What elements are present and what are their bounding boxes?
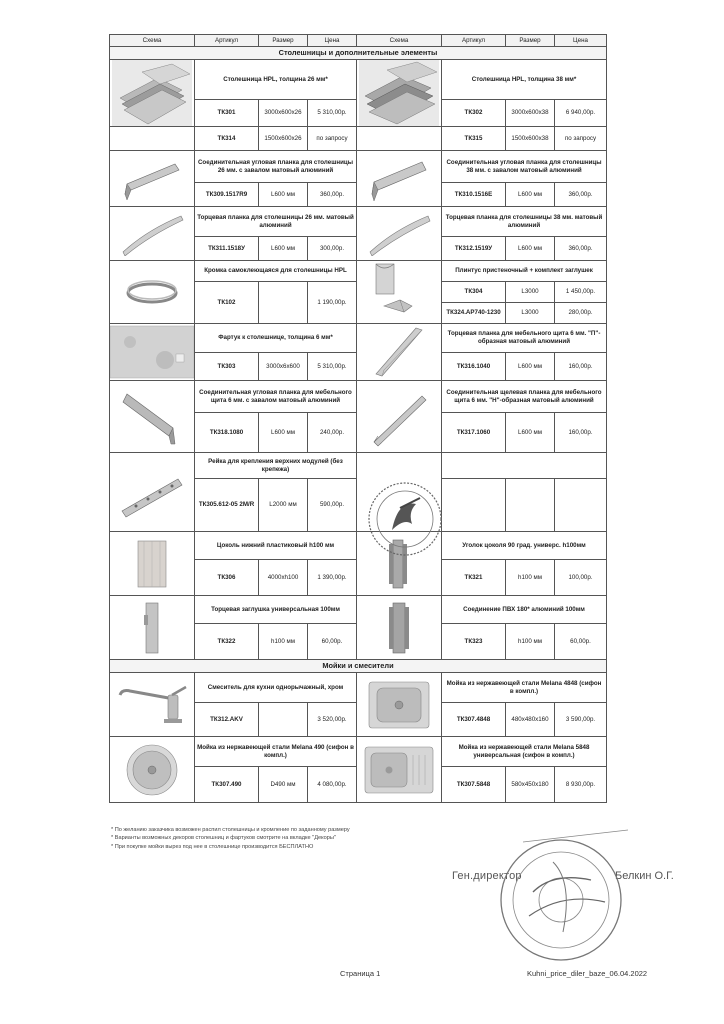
product-description: Соединительная угловая планка для столешницы 38 мм. с завалом матовый алюминий bbox=[442, 151, 607, 183]
article-code: ТК312.1519У bbox=[442, 237, 506, 261]
size-value: L600 мм bbox=[506, 237, 555, 261]
article-code: ТК317.1060 bbox=[442, 413, 506, 453]
panel-corner-strip-image bbox=[110, 381, 195, 453]
article-code: ТК301 bbox=[195, 99, 259, 126]
end-cap-image bbox=[110, 596, 195, 660]
size-value: L2000 мм bbox=[259, 479, 308, 532]
h-strip-image bbox=[357, 381, 442, 453]
price-value: по запросу bbox=[555, 127, 607, 151]
article-code: ТК307.4848 bbox=[442, 703, 506, 737]
footnote: * По желанию заказчика возможен распил столешницы и кромление по заданному размеру bbox=[111, 827, 350, 833]
footnotes bbox=[111, 826, 350, 851]
product-description: Уголок цоколя 90 град. универс. h100мм bbox=[442, 532, 607, 560]
product-description: Фартук к столешнице, толщина 6 мм* bbox=[195, 324, 357, 353]
article-code: ТК322 bbox=[195, 624, 259, 660]
size-value bbox=[259, 282, 308, 324]
price-value: 1 450,00р. bbox=[555, 282, 607, 303]
sink-490-image bbox=[110, 737, 195, 803]
plinth-image bbox=[357, 261, 442, 324]
product-description: Торцевая планка для мебельного щита 6 мм. "П"-образная матовый алюминий bbox=[442, 324, 607, 353]
col-header-price: Цена bbox=[555, 35, 607, 47]
price-value: 1 390,00р. bbox=[308, 560, 357, 596]
size-value: 4000хh100 bbox=[259, 560, 308, 596]
col-header-scheme: Схема bbox=[357, 35, 442, 47]
product-description: Плинтус пристеночный + комплект заглушек bbox=[442, 261, 607, 282]
size-value: L600 мм bbox=[259, 237, 308, 261]
signatory-title: Ген.директор bbox=[452, 870, 522, 882]
company-stamp-icon bbox=[493, 822, 633, 977]
product-description: Кромка самоклеющаяся для столешницы HPL bbox=[195, 261, 357, 282]
price-value: 8 930,00р. bbox=[555, 767, 607, 803]
product-description: Соединительная угловая планка для столешницы 26 мм. с завалом матовый алюминий bbox=[195, 151, 357, 183]
product-description: Рейка для крепления верхних модулей (без крепежа) bbox=[195, 453, 357, 479]
corner-strip-38-image bbox=[357, 151, 442, 207]
sink-5848-image bbox=[357, 737, 442, 803]
size-value: L3000 bbox=[506, 303, 555, 324]
article-code: ТК307.5848 bbox=[442, 767, 506, 803]
corner-strip-26-image bbox=[110, 151, 195, 207]
article-code: ТК309.1517R9 bbox=[195, 183, 259, 207]
price-value: 160,00р. bbox=[555, 352, 607, 381]
price-value: 5 310,00р. bbox=[308, 99, 357, 126]
size-value: 580х450х180 bbox=[506, 767, 555, 803]
product-description: Мойка из нержавеющей стали Melana 5848 универсальная (сифон в компл.) bbox=[442, 737, 607, 767]
size-value: 480х480х160 bbox=[506, 703, 555, 737]
col-header-scheme: Схема bbox=[110, 35, 195, 47]
size-value: L600 мм bbox=[259, 413, 308, 453]
mounting-rail-image bbox=[110, 453, 195, 532]
article-code: ТК306 bbox=[195, 560, 259, 596]
size-value: L3000 bbox=[506, 282, 555, 303]
size-value: 3000х600х26 bbox=[259, 99, 308, 126]
size-value: 1500х600х38 bbox=[506, 127, 555, 151]
product-description: Соединительная угловая планка для мебельного щита 6 мм. с завалом матовый алюминий bbox=[195, 381, 357, 413]
article-code: ТК323 bbox=[442, 624, 506, 660]
product-description: Цоколь нижний пластиковый h100 мм bbox=[195, 532, 357, 560]
product-description: Торцевая заглушка универсальная 100мм bbox=[195, 596, 357, 624]
pvc-connector-image bbox=[357, 596, 442, 660]
article-code: ТК305.612-05 2M/R bbox=[195, 479, 259, 532]
footnote: * При покупке мойки вырез под нее в столешнице производится БЕСПЛАТНО bbox=[111, 843, 314, 850]
article-code: ТК304 bbox=[442, 282, 506, 303]
size-value: 3000х600х38 bbox=[506, 99, 555, 126]
price-value: 590,00р. bbox=[308, 479, 357, 532]
price-table bbox=[109, 34, 607, 803]
countertop-38-image bbox=[357, 60, 442, 127]
faucet-image bbox=[110, 673, 195, 737]
price-value: 60,00р. bbox=[308, 624, 357, 660]
size-value: L600 мм bbox=[506, 183, 555, 207]
price-value: 360,00р. bbox=[555, 183, 607, 207]
p-strip-image bbox=[357, 324, 442, 381]
product-description: Смеситель для кухни однорычажный, хром bbox=[195, 673, 357, 703]
price-value: 100,00р. bbox=[555, 560, 607, 596]
price-value: 160,00р. bbox=[555, 413, 607, 453]
product-description: Соединение ПВХ 180* алюминий 100мм bbox=[442, 596, 607, 624]
article-code: ТК302 bbox=[442, 99, 506, 126]
article-code: ТК311.1518У bbox=[195, 237, 259, 261]
article-code: ТК102 bbox=[195, 282, 259, 324]
size-value: L600 мм bbox=[506, 352, 555, 381]
price-value: 280,00р. bbox=[555, 303, 607, 324]
article-code: ТК312.AKV bbox=[195, 703, 259, 737]
price-value: 60,00р. bbox=[555, 624, 607, 660]
plinth-panel-image bbox=[110, 532, 195, 596]
article-code: ТК324.АР740-1230 bbox=[442, 303, 506, 324]
size-value bbox=[259, 703, 308, 737]
size-value: h100 мм bbox=[259, 624, 308, 660]
product-description: Столешница HPL, толщина 26 мм* bbox=[195, 60, 357, 100]
price-value: 1 190,00р. bbox=[308, 282, 357, 324]
product-description: Торцевая планка для столешницы 26 мм. матовый алюминий bbox=[195, 207, 357, 237]
section-title: Мойки и смесители bbox=[110, 660, 607, 673]
article-code: ТК310.1516E bbox=[442, 183, 506, 207]
article-code: ТК316.1040 bbox=[442, 352, 506, 381]
product-description: Торцевая планка для столешницы 38 мм. матовый алюминий bbox=[442, 207, 607, 237]
signatory-name: Белкин О.Г. bbox=[615, 870, 674, 882]
col-header-size: Размер bbox=[506, 35, 555, 47]
product-description: Соединительная щелевая планка для мебельного щита 6 мм. "Н"-образная матовый алюминий bbox=[442, 381, 607, 413]
size-value: D490 мм bbox=[259, 767, 308, 803]
col-header-article: Артикул bbox=[195, 35, 259, 47]
edge-band-image bbox=[110, 261, 195, 324]
price-value: 240,00р. bbox=[308, 413, 357, 453]
header-row bbox=[110, 35, 607, 47]
article-code: ТК321 bbox=[442, 560, 506, 596]
article-code: ТК314 bbox=[195, 127, 259, 151]
size-value: L600 мм bbox=[259, 183, 308, 207]
sink-4848-image bbox=[357, 673, 442, 737]
watermark-seal-icon bbox=[364, 478, 446, 565]
price-value: 6 940,00р. bbox=[555, 99, 607, 126]
product-description: Мойка из нержавеющей стали Melana 4848 (сифон в компл.) bbox=[442, 673, 607, 703]
size-value: h100 мм bbox=[506, 624, 555, 660]
footnote: * Варианты возможных декоров столешниц и фартуков смотрите на вкладке "Декоры" bbox=[111, 835, 336, 842]
article-code: ТК303 bbox=[195, 352, 259, 381]
article-code: ТК315 bbox=[442, 127, 506, 151]
col-header-article: Артикул bbox=[442, 35, 506, 47]
size-value: 1500х600х26 bbox=[259, 127, 308, 151]
end-strip-38-image bbox=[357, 207, 442, 261]
page-number: Страница 1 bbox=[340, 969, 381, 978]
price-value: 300,00р. bbox=[308, 237, 357, 261]
size-value: 3000х6х600 bbox=[259, 352, 308, 381]
price-value: 3 590,00р. bbox=[555, 703, 607, 737]
col-header-price: Цена bbox=[308, 35, 357, 47]
article-code: ТК307.490 bbox=[195, 767, 259, 803]
size-value: L600 мм bbox=[506, 413, 555, 453]
file-name: Kuhni_price_diler_baze_06.04.2022 bbox=[527, 969, 648, 978]
empty-description bbox=[442, 453, 607, 479]
price-value: 4 080,00р. bbox=[308, 767, 357, 803]
product-description: Мойка из нержавеющей стали Melana 490 (сифон в компл.) bbox=[195, 737, 357, 767]
section-title: Столешницы и дополнительные элементы bbox=[110, 47, 607, 60]
price-value: по запросу bbox=[308, 127, 357, 151]
col-header-size: Размер bbox=[259, 35, 308, 47]
price-value: 5 310,00р. bbox=[308, 352, 357, 381]
backsplash-image bbox=[110, 324, 195, 381]
end-strip-26-image bbox=[110, 207, 195, 261]
price-value: 3 520,00р. bbox=[308, 703, 357, 737]
price-value: 360,00р. bbox=[555, 237, 607, 261]
article-code: ТК318.1080 bbox=[195, 413, 259, 453]
product-description: Столешница HPL, толщина 38 мм* bbox=[442, 60, 607, 100]
countertop-26-image bbox=[110, 60, 195, 127]
size-value: h100 мм bbox=[506, 560, 555, 596]
price-value: 360,00р. bbox=[308, 183, 357, 207]
